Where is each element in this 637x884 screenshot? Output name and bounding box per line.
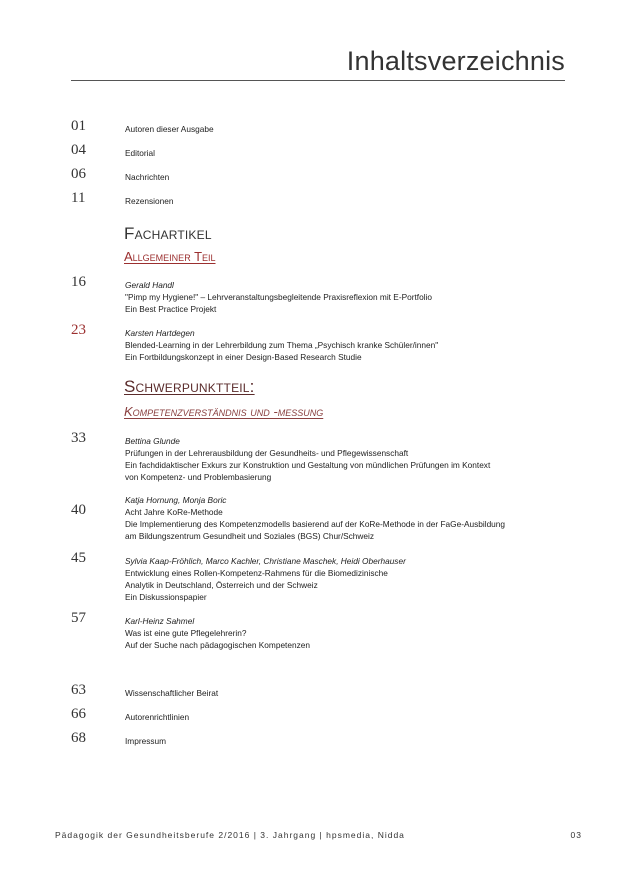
article-title: Prüfungen in der Lehrerausbildung der Gesundheits- und Pflegewissenschaft [125, 448, 409, 458]
article-title: Was ist eine gute Pflegelehrerin? [125, 628, 247, 638]
footer-page-number: 03 [570, 830, 582, 840]
page-number: 68 [71, 730, 86, 746]
article-text [125, 327, 565, 363]
article-subtitle: von Kompetenz- und Problembasierung [125, 472, 272, 482]
page-number: 06 [71, 166, 86, 182]
page-number: 63 [71, 682, 86, 698]
article-title: "Pimp my Hygiene!" – Lehrveranstaltungsbegleitende Praxisreflexion mit E-Portfolio [125, 292, 433, 302]
page-number: 01 [71, 118, 86, 134]
article-subtitle: Auf der Suche nach pädagogischen Kompetenzen [125, 640, 310, 650]
article-text [125, 615, 565, 651]
article-text [125, 555, 565, 603]
page-number: 11 [71, 190, 86, 206]
page-number: 33 [71, 430, 86, 446]
entry-label: Nachrichten [125, 172, 170, 182]
article-author: Katja Hornung, Monja Boric [125, 495, 227, 505]
article-author: Karl-Heinz Sahmel [125, 616, 195, 626]
section-subheading-kompetenz: Kompetenzverständnis und -messung [124, 404, 324, 419]
article-text [125, 435, 565, 483]
article-author: Sylvia Kaap-Fröhlich, Marco Kachler, Christiane Maschek, Heidi Oberhauser [125, 556, 406, 566]
entry-label: Editorial [125, 148, 155, 158]
article-subtitle: Ein Fortbildungskonzept in einer Design-Based Research Studie [125, 352, 362, 362]
page-number: 16 [71, 274, 86, 290]
page-number: 04 [71, 142, 86, 158]
article-author: Karsten Hartdegen [125, 328, 195, 338]
section-heading-fachartikel: Fachartikel [124, 224, 212, 243]
section-subheading-allgemeiner-teil: Allgemeiner Teil [124, 249, 216, 264]
entry-label: Impressum [125, 736, 167, 746]
page-number: 23 [71, 322, 86, 338]
entry-label: Wissenschaftlicher Beirat [125, 688, 219, 698]
page-title: Inhaltsverzeichnis [346, 46, 565, 76]
title-rule [71, 80, 565, 81]
section-heading-schwerpunktteil: Schwerpunktteil: [124, 377, 255, 396]
article-subtitle: am Bildungszentrum Gesundheit und Soziales (BGS) Chur/Schweiz [125, 531, 375, 541]
article-text [125, 494, 565, 542]
article-title: Blended-Learning in der Lehrerbildung zum Thema „Psychisch kranke Schüler/innen" [125, 340, 439, 350]
page-number: 57 [71, 610, 86, 626]
article-title: Acht Jahre KoRe-Methode [125, 507, 223, 517]
page-number: 40 [71, 502, 86, 518]
page-number: 66 [71, 706, 86, 722]
article-author: Gerald Handl [125, 280, 174, 290]
entry-label: Rezensionen [125, 196, 174, 206]
footer-journal: Pädagogik der Gesundheitsberufe 2/2016 | 3. Jahrgang | hpsmedia, Nidda [55, 830, 405, 840]
article-subtitle: Analytik in Deutschland, Österreich und der Schweiz [125, 580, 318, 590]
entry-label: Autoren dieser Ausgabe [125, 124, 214, 134]
article-subtitle: Ein fachdidaktischer Exkurs zur Konstruktion und Gestaltung von mündlichen Prüfungen im Kontext [125, 460, 491, 470]
article-title: Entwicklung eines Rollen-Kompetenz-Rahmens für die Biomedizinische [125, 568, 388, 578]
page-number: 45 [71, 550, 86, 566]
article-author: Bettina Glunde [125, 436, 180, 446]
article-subtitle: Ein Diskussionspapier [125, 592, 207, 602]
article-text [125, 279, 565, 315]
entry-label: Autorenrichtlinien [125, 712, 190, 722]
article-subtitle: Ein Best Practice Projekt [125, 304, 217, 314]
article-subtitle: Die Implementierung des Kompetenzmodells basierend auf der KoRe-Methode in der FaGe-Ausbildung [125, 519, 506, 529]
